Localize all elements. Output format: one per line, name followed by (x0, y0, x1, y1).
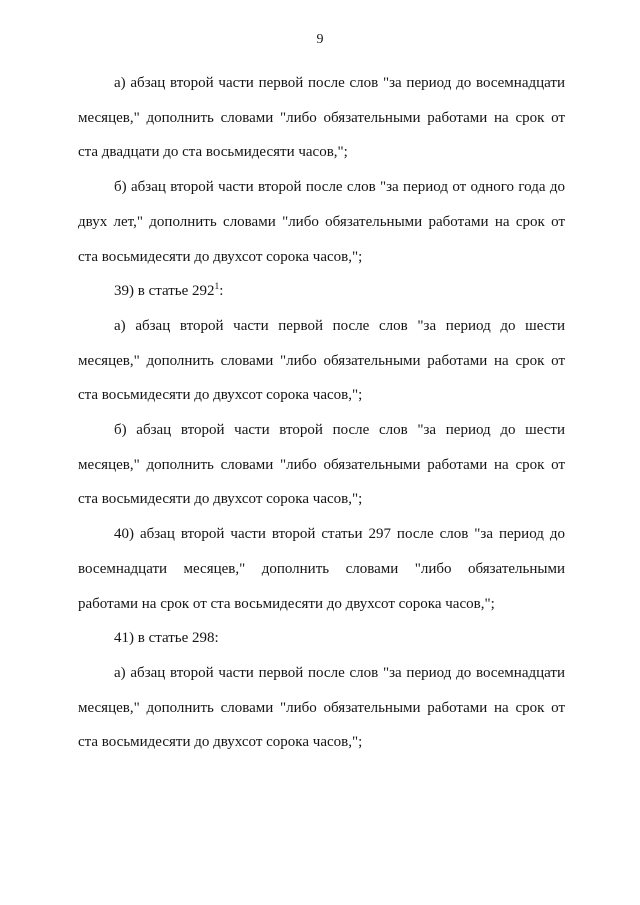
text-line: ста двадцати до ста восьмидесяти часов,"; (78, 144, 348, 161)
superscript: 1 (214, 282, 220, 293)
text-line: 40) абзац второй части второй статьи 297 после слов "за период до (114, 526, 565, 543)
text-line: ста восьмидесяти до двухсот сорока часов,"; (78, 387, 363, 404)
text-line: ста восьмидесяти до двухсот сорока часов,"; (78, 734, 363, 751)
page-number: 9 (316, 32, 324, 47)
paragraph-40 (78, 517, 565, 621)
text-line: а) абзац второй части первой после слов "за период до восемнадцати (114, 75, 565, 91)
text-line: б) абзац второй части второй после слов "за период до шести (114, 422, 565, 439)
text-line: работами на срок от ста восьмидесяти до двухсот сорока часов,"; (78, 595, 495, 612)
text-line (78, 274, 565, 309)
text-line: ста восьмидесяти до двухсот сорока часов,"; (78, 248, 363, 265)
paragraph-39a (78, 309, 565, 413)
paragraph-38a (78, 66, 565, 170)
text-line: месяцев," дополнить словами "либо обязательными работами на срок от (78, 352, 565, 369)
text-line: двух лет," дополнить словами "либо обязательными работами на срок от (78, 213, 565, 230)
text-line: а) абзац второй части первой после слов "за период до шести (114, 317, 565, 334)
text-line: б) абзац второй части второй после слов "за период от одного года до (114, 179, 565, 196)
paragraph-41a (78, 656, 565, 760)
text-line: а) абзац второй части первой после слов "за период до восемнадцати (114, 664, 565, 681)
document-body (78, 66, 565, 760)
article-39-text: 39) в статье 292 (114, 283, 215, 300)
paragraph-39 (78, 274, 565, 309)
text-line: 41) в статье 298: (114, 630, 219, 647)
paragraph-41 (78, 621, 565, 656)
paragraph-38b (78, 170, 565, 274)
text-line: ста восьмидесяти до двухсот сорока часов,"; (78, 491, 363, 508)
text-line: месяцев," дополнить словами "либо обязательными работами на срок от (78, 109, 565, 126)
text-line: восемнадцати месяцев," дополнить словами "либо обязательными (78, 560, 565, 577)
text-line: месяцев," дополнить словами "либо обязательными работами на срок от (78, 699, 565, 716)
article-39-colon: : (219, 283, 224, 300)
paragraph-39b (78, 413, 565, 517)
text-line: месяцев," дополнить словами "либо обязательными работами на срок от (78, 456, 565, 473)
